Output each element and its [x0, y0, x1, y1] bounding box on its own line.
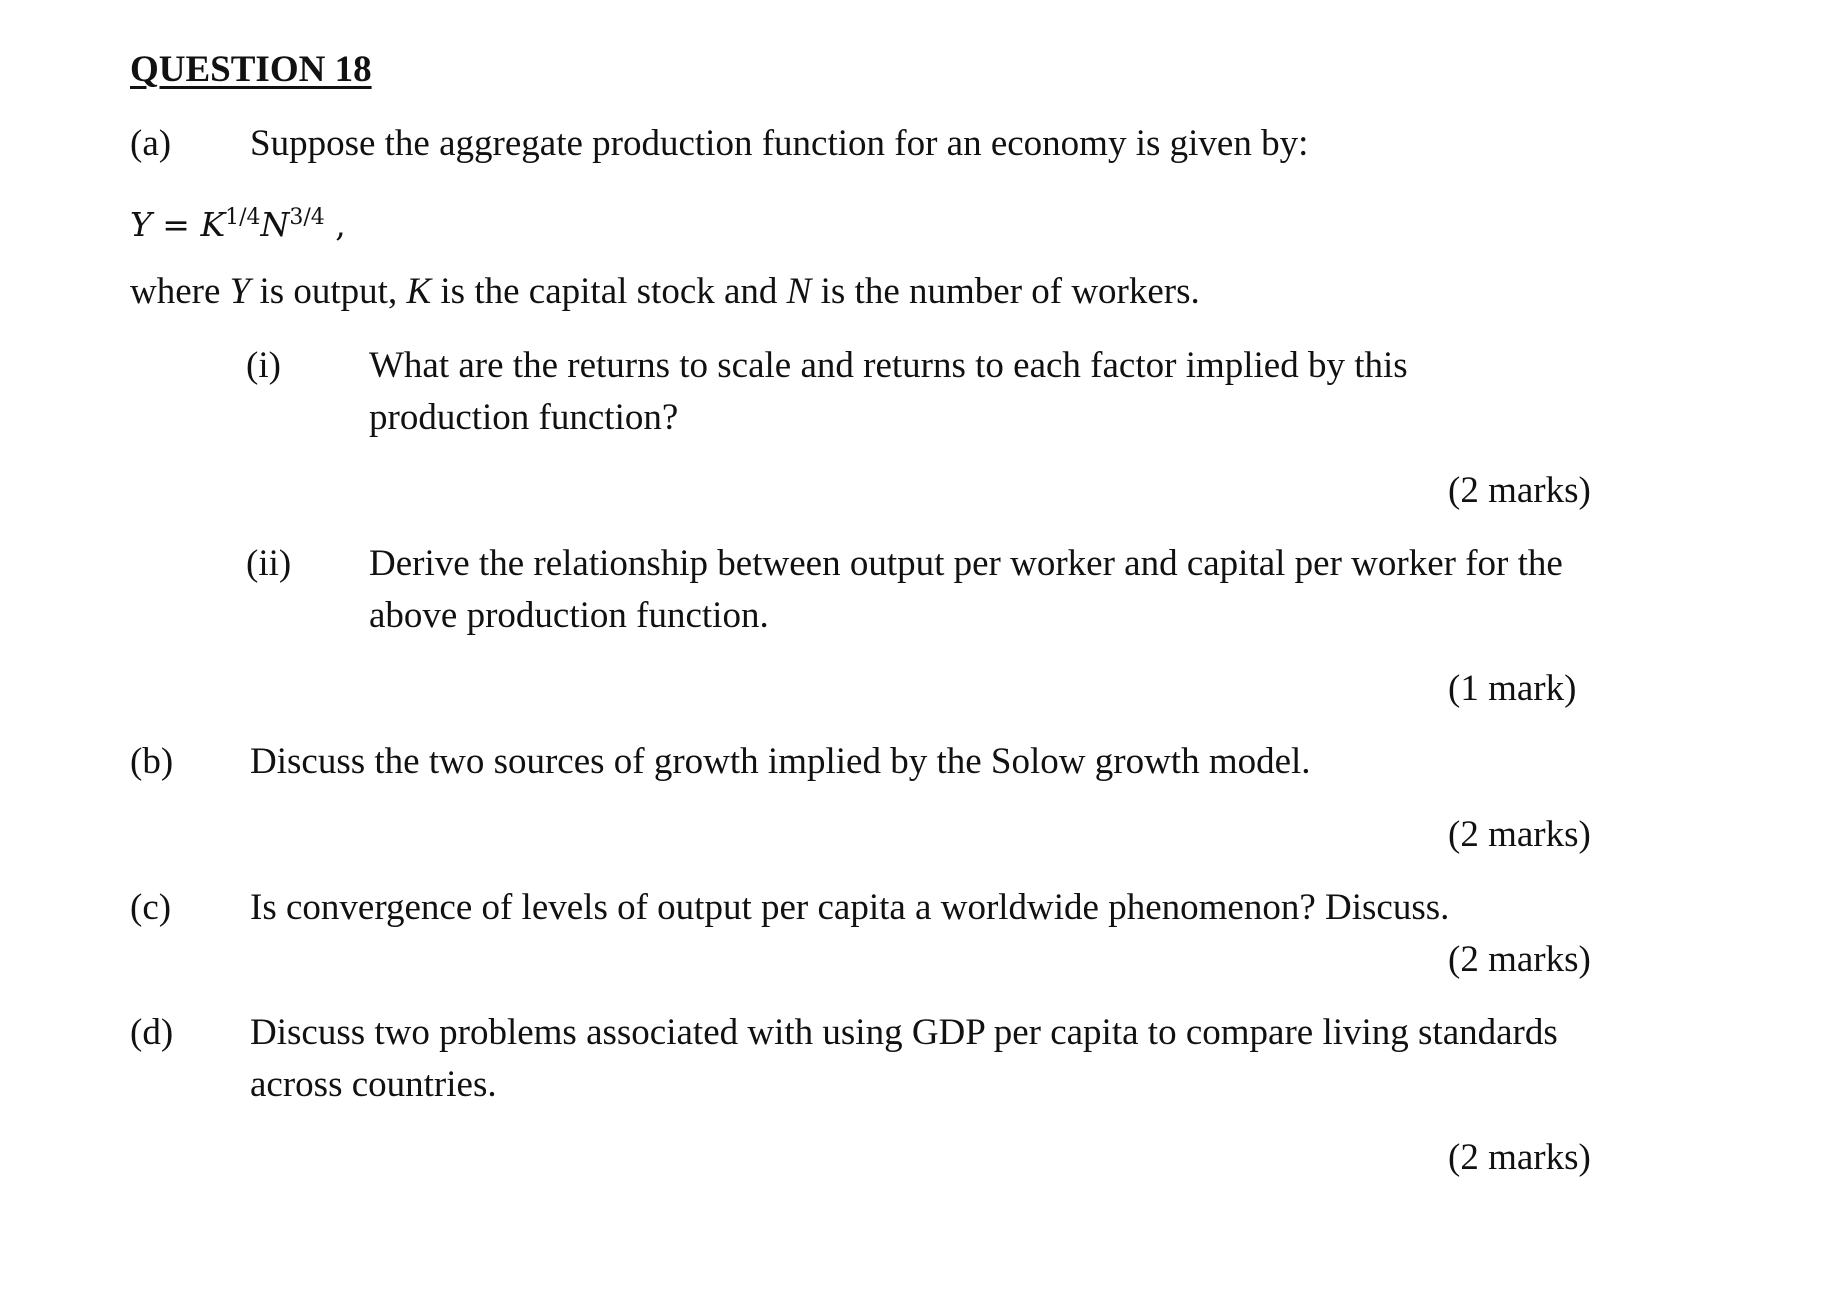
part-a-i-line1: What are the returns to scale and returns to each factor implied by this	[369, 345, 1408, 386]
where-text: where	[130, 271, 230, 312]
part-a-ii-line1: Derive the relationship between output per worker and capital per worker for the	[369, 543, 1563, 584]
var-y: Y	[229, 271, 251, 312]
part-c-label: (c)	[130, 887, 172, 928]
var-k: K	[406, 271, 432, 312]
part-a-ii-label: (ii)	[246, 543, 292, 584]
part-a-i-label: (i)	[246, 345, 281, 386]
part-b-text: Discuss the two sources of growth implied by the Solow growth model.	[250, 741, 1311, 782]
question-title: QUESTION 18	[130, 49, 372, 90]
part-b-label: (b)	[130, 741, 174, 782]
part-d-line2: across countries.	[250, 1064, 497, 1105]
part-c-marks: (2 marks)	[1448, 939, 1591, 980]
part-a-label: (a)	[130, 123, 172, 164]
part-a-i-line2: production function?	[369, 397, 679, 438]
var-n: N	[786, 271, 812, 312]
part-a-i-marks: (2 marks)	[1448, 470, 1591, 511]
part-b-marks: (2 marks)	[1448, 814, 1591, 855]
formula-eq: =	[151, 205, 201, 244]
part-a-text: Suppose the aggregate production function for an economy is given by:	[250, 123, 1309, 164]
formula-k: K	[200, 205, 226, 244]
where-text: is the number of workers.	[811, 271, 1200, 312]
part-c-text: Is convergence of levels of output per capita a worldwide phenomenon? Discuss.	[250, 887, 1450, 928]
part-a-ii-marks: (1 mark)	[1448, 668, 1577, 709]
formula-n-exponent: 3/4	[289, 205, 325, 230]
part-d-line1: Discuss two problems associated with using GDP per capita to compare living standards	[250, 1012, 1558, 1053]
where-text: is output,	[250, 271, 407, 312]
formula-comma: ,	[324, 205, 346, 244]
part-a-ii-line2: above production function.	[369, 595, 769, 636]
formula-k-exponent: 1/4	[225, 205, 261, 230]
where-line	[130, 270, 1200, 314]
formula-y: Y	[130, 205, 152, 244]
where-text: is the capital stock and	[431, 271, 787, 312]
production-function-formula	[130, 196, 346, 247]
part-d-label: (d)	[130, 1012, 174, 1053]
part-d-marks: (2 marks)	[1448, 1137, 1591, 1178]
formula-n: N	[260, 205, 290, 244]
